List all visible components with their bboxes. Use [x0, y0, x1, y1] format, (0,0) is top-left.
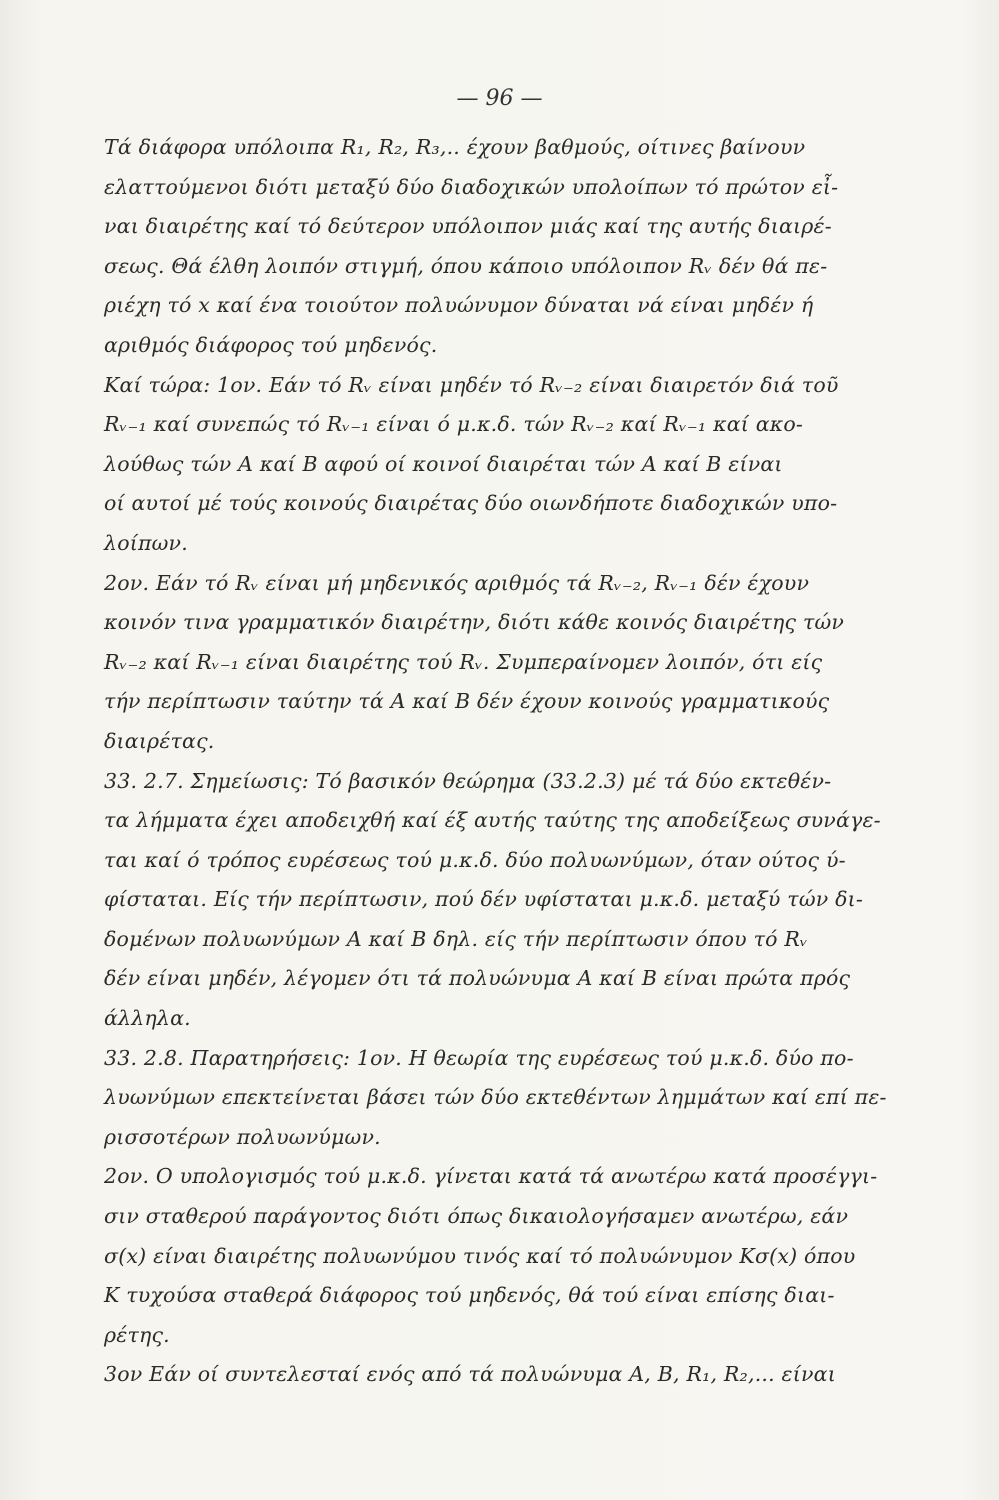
text-line: διαιρέτας. [104, 728, 215, 753]
text-line: Rᵥ₋₂ καί Rᵥ₋₁ είναι διαιρέτης τού Rᵥ. Συμπεραίνομεν λοιπόν, ότι είς [104, 649, 823, 674]
text-line: Τά διάφορα υπόλοιπα R₁, R₂, R₃,.. έχουν βαθμούς, οίτινες βαίνουν [104, 135, 806, 159]
text-line: 33. 2.7. Σημείωσις: Τό βασικόν θεώρημα (33.2.3) μέ τά δύο εκτεθέν- [104, 768, 832, 793]
text-line: 2ον. Εάν τό Rᵥ είναι μή μηδενικός αριθμός τά Rᵥ₋₂, Rᵥ₋₁ δέν έχουν [104, 570, 810, 595]
text-line: 33. 2.8. Παρατηρήσεις: 1ον. Η θεωρία της ευρέσεως τού μ.κ.δ. δύο πο- [104, 1045, 854, 1070]
text-line: αριθμός διάφορος τού μηδενός. [104, 332, 438, 357]
text-line: ελαττούμενοι διότι μεταξύ δύο διαδοχικών υπολοίπων τό πρώτον εἶ- [104, 174, 839, 199]
text-line: ναι διαιρέτης καί τό δεύτερον υπόλοιπον μιάς καί της αυτής διαιρέ- [104, 214, 832, 239]
text-line: Καί τώρα: 1ον. Εάν τό Rᵥ είναι μηδέν τό Rᵥ₋₂ είναι διαιρετόν διά τοῦ [104, 372, 839, 397]
text-line: 2ον. Ο υπολογισμός τού μ.κ.δ. γίνεται κατά τά ανωτέρω κατά προσέγγι- [104, 1164, 878, 1189]
text-line: λυωνύμων επεκτείνεται βάσει τών δύο εκτεθέντων λημμάτων καί επί πε- [104, 1085, 887, 1110]
text-line: σεως. Θά έλθη λοιπόν στιγμή, όπου κάποιο υπόλοιπον Rᵥ δέν θά πε- [104, 253, 828, 278]
body-text [104, 128, 924, 1395]
text-line: Κ τυχούσα σταθερά διάφορος τού μηδενός, θά τού είναι επίσης διαι- [104, 1283, 835, 1308]
text-line: 3ον Εάν οί συντελεσταί ενός από τά πολυώνυμα Α, Β, R₁, R₂,... είναι [104, 1362, 836, 1387]
text-line: φίσταται. Είς τήν περίπτωσιν, πού δέν υφίσταται μ.κ.δ. μεταξύ τών δι- [104, 887, 864, 912]
text-line: σιν σταθερού παράγοντος διότι όπως δικαιολογήσαμεν ανωτέρω, εάν [104, 1204, 849, 1229]
text-line: κοινόν τινα γραμματικόν διαιρέτην, διότι κάθε κοινός διαιρέτης τών [104, 610, 845, 635]
text-line: λοίπων. [104, 530, 188, 555]
text-line: τα λήμματα έχει αποδειχθή καί έξ αυτής ταύτης της αποδείξεως συνάγε- [104, 808, 881, 833]
text-line: οί αυτοί μέ τούς κοινούς διαιρέτας δύο οιωνδήποτε διαδοχικών υπο- [104, 491, 838, 516]
page-number: — 96 — [456, 86, 543, 111]
text-line: ριέχη τό x καί ένα τοιούτον πολυώνυμον δύναται νά είναι μηδέν ή [104, 293, 814, 318]
text-line: ται καί ό τρόπος ευρέσεως τού μ.κ.δ. δύο πολυωνύμων, όταν ούτος ύ- [104, 847, 846, 872]
text-line: Rᵥ₋₁ καί συνεπώς τό Rᵥ₋₁ είναι ό μ.κ.δ. τών Rᵥ₋₂ καί Rᵥ₋₁ καί ακο- [104, 412, 804, 437]
text-line: δομένων πολυωνύμων Α καί Β δηλ. είς τήν περίπτωσιν όπου τό Rᵥ [104, 926, 808, 951]
text-line: ρισσοτέρων πολυωνύμων. [104, 1124, 381, 1149]
text-line: ρέτης. [104, 1322, 170, 1347]
text-line: δέν είναι μηδέν, λέγομεν ότι τά πολυώνυμα Α καί Β είναι πρώτα πρός [104, 966, 851, 991]
text-line: λούθως τών Α καί Β αφού οί κοινοί διαιρέται τών Α καί Β είναι [104, 451, 783, 476]
text-line: σ(x) είναι διαιρέτης πολυωνύμου τινός καί τό πολυώνυμον Κσ(x) όπου [104, 1243, 856, 1268]
text-line: άλληλα. [104, 1006, 191, 1031]
text-line: τήν περίπτωσιν ταύτην τά Α καί Β δέν έχουν κοινούς γραμματικούς [104, 689, 830, 714]
